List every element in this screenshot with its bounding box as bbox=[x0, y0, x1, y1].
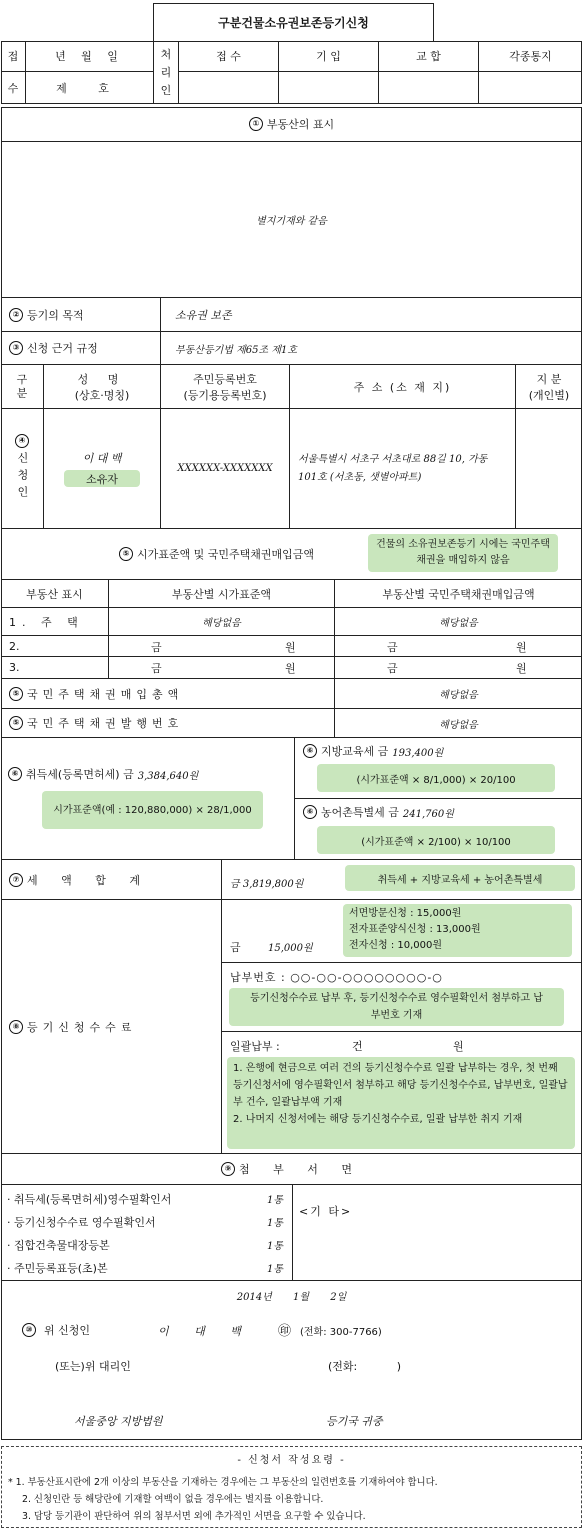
bulk-payment-cell[interactable] bbox=[222, 1032, 582, 1154]
applicant-address[interactable]: 서울특별시 서초구 서초대로 88길 10, 가동 101호 (서초동, 샛별아파트) bbox=[290, 409, 516, 529]
sec2-label-cell bbox=[1, 298, 161, 332]
legal-basis-field[interactable]: 부동산등기법 제65조 제1호 bbox=[161, 332, 582, 365]
sec1-header bbox=[1, 107, 582, 142]
currency-suffix: 원 bbox=[516, 662, 527, 675]
reg-header-main: 주민등록번호 bbox=[193, 372, 257, 386]
sec5-number: ⑤ bbox=[119, 547, 133, 561]
bulk-count-unit: 건 bbox=[352, 1040, 363, 1053]
sec9-header bbox=[1, 1154, 582, 1185]
fee-schedule bbox=[343, 904, 572, 957]
sec6-number: ⑥ bbox=[303, 744, 317, 758]
reception-date: 년 월 일 bbox=[26, 41, 154, 72]
sec7-number: ⑦ bbox=[9, 873, 23, 887]
applicant-side-label bbox=[1, 409, 44, 529]
guide-title: - 신청서 작성요령 - bbox=[237, 1455, 346, 1466]
share-header-main: 지 분 bbox=[536, 372, 562, 386]
guide-item-3: 3. 담당 등기관이 판단하여 위의 첨부서면 외에 추가적인 서면을 요구할 수 있습니다. bbox=[22, 1511, 366, 1522]
table-row-label: 1. 주 택 bbox=[1, 608, 109, 636]
reception-number: 제 호 bbox=[26, 72, 154, 104]
rural-tax-label: 농어촌특별세 금 bbox=[321, 806, 399, 819]
reception-label-su: 수 bbox=[1, 72, 26, 104]
reception-cell[interactable] bbox=[279, 72, 379, 104]
reception-col-receipt: 접 수 bbox=[179, 41, 279, 72]
reception-col-notice: 각종통지 bbox=[479, 41, 582, 72]
sec3-number: ③ bbox=[9, 341, 23, 355]
list-item bbox=[7, 1214, 156, 1230]
education-tax-amount: 193,400원 bbox=[392, 747, 444, 759]
writing-guide bbox=[1, 1446, 582, 1528]
payment-number: 납부번호 : ○○-○○-○○○○○○○○-○ bbox=[230, 971, 443, 984]
sec5-label: 시가표준액 및 국민주택채권매입금액 bbox=[137, 548, 315, 561]
bond-exemption-note: 건물의 소유권보존등기 시에는 국민주택채권을 매입하지 않음 bbox=[368, 534, 558, 572]
applicant-signature-line bbox=[22, 1321, 90, 1339]
currency-suffix: 원 bbox=[516, 641, 527, 654]
table-cell-standard-price[interactable] bbox=[109, 636, 335, 657]
owner-badge: 소유자 bbox=[64, 470, 140, 487]
table-row-label: 3. bbox=[1, 657, 109, 679]
applicant-gubun-header: 구 분 bbox=[1, 365, 44, 409]
rural-special-tax-cell[interactable] bbox=[295, 799, 582, 860]
education-tax-formula: (시가표준액 × 8/1,000) × 20/100 bbox=[317, 764, 555, 792]
applicant-addr-header: 주 소 (소 재 지) bbox=[290, 365, 516, 409]
agent-phone[interactable]: (전화: ) bbox=[328, 1360, 402, 1373]
sec3-label-cell bbox=[1, 332, 161, 365]
applicant-share-cell[interactable] bbox=[516, 409, 582, 529]
applicant-side-text: 신청인 bbox=[16, 452, 29, 503]
reception-label-jeop: 접 bbox=[1, 41, 26, 72]
applicant-share-header bbox=[516, 365, 582, 409]
education-tax-line bbox=[303, 743, 443, 759]
sec1-number: ① bbox=[249, 117, 263, 131]
bond-total-text: 국민주택채권매입총액 bbox=[27, 687, 184, 701]
bond-total-value[interactable]: 해당없음 bbox=[335, 679, 582, 709]
currency-prefix: 금 bbox=[151, 662, 162, 675]
table-cell-bond-amount[interactable]: 해당없음 bbox=[335, 608, 582, 636]
currency-prefix: 금 bbox=[151, 641, 162, 654]
application-date[interactable]: 2014년 1월 2일 bbox=[236, 1291, 347, 1303]
signer-name[interactable]: 이 대 백 bbox=[158, 1325, 241, 1338]
list-item bbox=[7, 1260, 108, 1276]
sec8-label: 등기신청수수료 bbox=[27, 1020, 137, 1034]
reception-cell[interactable] bbox=[379, 72, 479, 104]
total-tax-cell[interactable] bbox=[222, 860, 582, 900]
total-tax-note: 취득세 + 지방교육세 + 농어촌특별세 bbox=[345, 865, 575, 891]
fee-e-form: 전자표준양식신청 : 13,000원 bbox=[349, 924, 481, 935]
table-cell-standard-price[interactable]: 해당없음 bbox=[109, 608, 335, 636]
fee-amount: 15,000원 bbox=[268, 943, 313, 954]
reception-col-entry: 기 입 bbox=[279, 41, 379, 72]
education-tax-label: 지방교육세 금 bbox=[321, 745, 389, 758]
rural-tax-line bbox=[303, 804, 454, 820]
applicant-name-header bbox=[44, 365, 161, 409]
sec7-label: 세 액 합 계 bbox=[27, 873, 150, 887]
sec9-number: ⑨ bbox=[221, 1162, 235, 1176]
bulk-note-2: 2. 나머지 신청서에는 해당 등기신청수수료, 일괄 납부한 취지 기재 bbox=[233, 1114, 523, 1125]
attachment-name: · 취득세(등록면허세)영수필확인서 bbox=[7, 1193, 172, 1206]
attachment-qty[interactable]: 1통 bbox=[267, 1195, 284, 1206]
bulk-amount-unit: 원 bbox=[453, 1040, 464, 1053]
name-header-main: 성 명 bbox=[77, 372, 127, 386]
sec4-number: ④ bbox=[15, 434, 29, 448]
bulk-note-1: 1. 은행에 현금으로 여러 건의 등기신청수수료 일괄 납부하는 경우, 첫 번째 등기신청서에 영수필확인서 첨부하고 해당 등기신청수수료, 납부번호, 일괄납부 건수, 일괄납부액 기재 bbox=[233, 1063, 568, 1108]
other-attachments[interactable] bbox=[293, 1185, 582, 1281]
attachment-name: · 집합건축물대장등본 bbox=[7, 1239, 110, 1252]
currency-prefix: 금 bbox=[387, 641, 398, 654]
bulk-payment-notes bbox=[227, 1057, 575, 1149]
name-header-sub: (상호·명칭) bbox=[74, 388, 130, 402]
attachment-qty[interactable]: 1통 bbox=[267, 1264, 284, 1275]
table-cell-bond-amount[interactable] bbox=[335, 636, 582, 657]
guide-item-1: * 1. 부동산표시란에 2개 이상의 부동산을 기재하는 경우에는 그 부동산의 일련번호를 기재하여야 합니다. bbox=[8, 1477, 438, 1488]
sec2-number: ② bbox=[9, 308, 23, 322]
sec5-number: ⑤ bbox=[9, 687, 23, 701]
col-bond-amount: 부동산별 국민주택채권매입금액 bbox=[335, 580, 582, 608]
process-label: 처리인 bbox=[154, 41, 179, 104]
list-item bbox=[7, 1237, 110, 1253]
col-standard-price: 부동산별 시가표준액 bbox=[109, 580, 335, 608]
sec9-label: 첨 부 서 면 bbox=[239, 1163, 362, 1176]
rural-tax-amount: 241,760원 bbox=[402, 808, 454, 820]
attachment-qty[interactable]: 1통 bbox=[267, 1241, 284, 1252]
col-property: 부동산 표시 bbox=[1, 580, 109, 608]
currency-suffix: 원 bbox=[285, 662, 296, 675]
other-label: <기 타> bbox=[299, 1205, 353, 1218]
acquisition-tax-cell[interactable] bbox=[1, 738, 295, 860]
share-header-sub: (개인별) bbox=[528, 388, 570, 402]
bond-total-label bbox=[1, 679, 335, 709]
acquisition-tax-line bbox=[8, 766, 198, 782]
currency-suffix: 원 bbox=[285, 641, 296, 654]
rural-tax-formula: (시가표준액 × 2/100) × 10/100 bbox=[317, 826, 555, 854]
sec1-label: 부동산의 표시 bbox=[266, 118, 335, 131]
sec7-label-cell bbox=[1, 860, 222, 900]
agent-label: (또는)위 대리인 bbox=[55, 1360, 131, 1373]
bond-issue-text: 국민주택채권발행번호 bbox=[27, 717, 184, 730]
court-name[interactable]: 서울중앙 지방법원 bbox=[74, 1415, 163, 1428]
seal-mark: ㊞ bbox=[278, 1324, 292, 1339]
table-cell-bond-amount[interactable] bbox=[335, 657, 582, 679]
sec6-number: ⑥ bbox=[303, 805, 317, 819]
fee-amount-prefix: 금 bbox=[230, 941, 241, 954]
guide-item-2: 2. 신청인란 등 해당란에 기재할 여백이 없을 경우에는 별지를 이용합니다. bbox=[22, 1494, 324, 1505]
acquisition-tax-formula: 시가표준액(예 : 120,880,000) × 28/1,000 bbox=[42, 791, 263, 829]
bond-issue-label bbox=[1, 709, 335, 738]
sec8-label-cell bbox=[1, 900, 222, 1154]
attachment-qty[interactable]: 1통 bbox=[267, 1218, 284, 1229]
applicant-reg-header bbox=[161, 365, 290, 409]
local-education-tax-cell[interactable] bbox=[295, 738, 582, 799]
list-item bbox=[7, 1191, 171, 1207]
acquisition-tax-amount: 3,384,640원 bbox=[137, 770, 199, 782]
payment-note: 등기신청수수료 납부 후, 등기신청수수료 영수필확인서 첨부하고 납부번호 기재 bbox=[229, 988, 564, 1026]
attachment-list bbox=[1, 1185, 293, 1281]
payment-number-cell[interactable] bbox=[222, 963, 582, 1032]
fee-amount-cell[interactable] bbox=[222, 900, 582, 963]
sec8-number: ⑧ bbox=[9, 1020, 23, 1034]
reception-cell[interactable] bbox=[179, 72, 279, 104]
form-title: 구분건물소유권보존등기신청 bbox=[153, 3, 434, 42]
sec10-number: ⑩ bbox=[22, 1323, 36, 1337]
applicant-phone[interactable]: (전화: 300-7766) bbox=[300, 1327, 382, 1338]
applicant-label: 위 신청인 bbox=[44, 1324, 91, 1337]
table-row-label: 2. bbox=[1, 636, 109, 657]
property-content[interactable]: 별지기재와 같음 bbox=[1, 142, 582, 298]
sec6-number: ⑥ bbox=[8, 767, 22, 781]
reg-header-sub: (등기용등록번호) bbox=[183, 388, 267, 402]
total-tax-amount: 금 3,819,800원 bbox=[230, 879, 304, 890]
currency-prefix: 금 bbox=[387, 662, 398, 675]
applicant-name-cell[interactable] bbox=[44, 409, 161, 529]
bulk-payment-label: 일괄납부 : bbox=[230, 1040, 280, 1053]
attachment-name: · 주민등록표등(초)본 bbox=[7, 1262, 108, 1275]
registry-office[interactable]: 등기국 귀중 bbox=[326, 1415, 383, 1428]
applicant-name: 이 대 백 bbox=[82, 452, 122, 465]
acquisition-tax-label: 취득세(등록면허세) 금 bbox=[26, 768, 134, 781]
applicant-reg-number[interactable]: XXXXXX-XXXXXXX bbox=[161, 409, 290, 529]
sec3-label: 신청 근거 규정 bbox=[27, 342, 98, 355]
fee-visit: 서면방문신청 : 15,000원 bbox=[349, 908, 462, 919]
registration-purpose-field[interactable]: 소유권 보존 bbox=[161, 298, 582, 332]
attachment-name: · 등기신청수수료 영수필확인서 bbox=[7, 1216, 156, 1229]
table-cell-standard-price[interactable] bbox=[109, 657, 335, 679]
fee-e-filing: 전자신청 : 10,000원 bbox=[349, 940, 443, 951]
sec2-label: 등기의 목적 bbox=[27, 308, 84, 322]
bond-issue-value[interactable]: 해당없음 bbox=[335, 709, 582, 738]
sec5-number: ⑤ bbox=[9, 716, 23, 730]
reception-col-check: 교 합 bbox=[379, 41, 479, 72]
